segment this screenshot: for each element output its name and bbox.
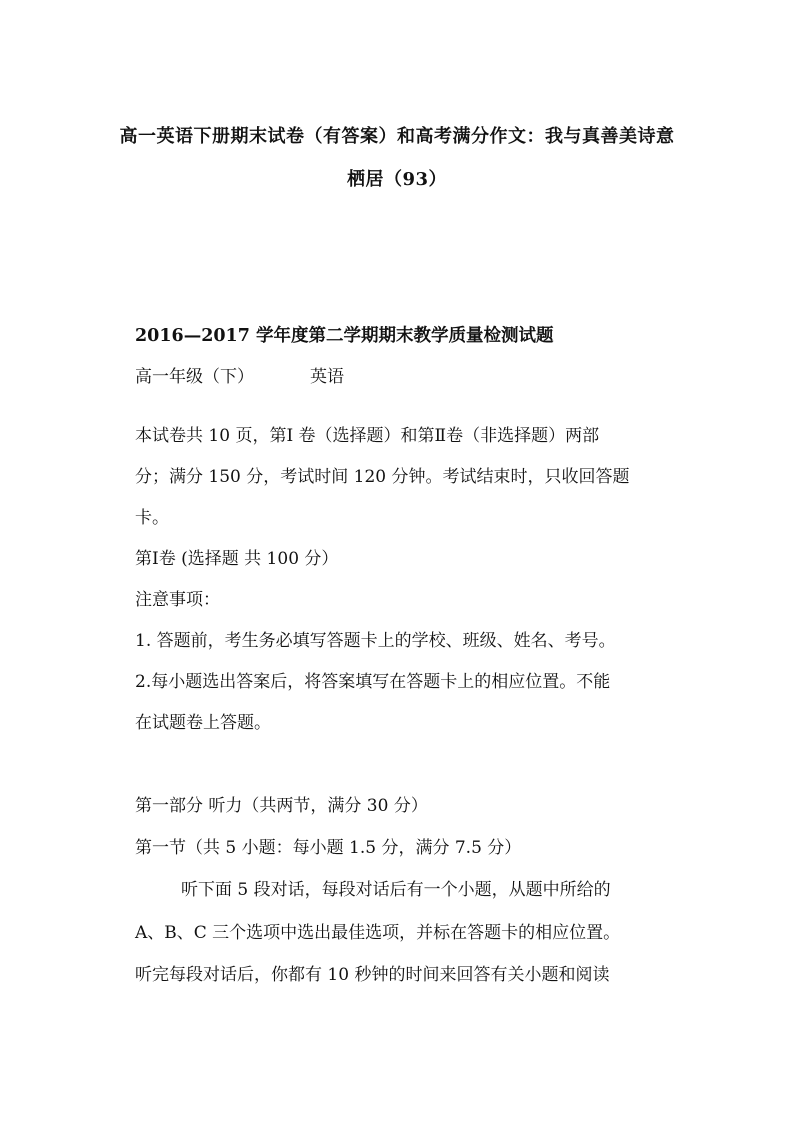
- part1-section1-heading: 第一节（共 5 小题：每小题 1.5 分，满分 7.5 分）: [135, 838, 522, 858]
- instruction-line-2: A、B、C 三个选项中选出最佳选项，并标在答题卡的相应位置。: [135, 923, 621, 943]
- notice-title: 注意事项：: [135, 590, 220, 610]
- instruction-line-1: 听下面 5 段对话，每段对话后有一个小题，从题中所给的: [181, 880, 611, 900]
- document-title-line-1: 高一英语下册期末试卷（有答案）和高考满分作文：我与真善美诗意: [119, 126, 675, 147]
- intro-line-2: 分；满分 150 分，考试时间 120 分钟。考试结束时，只收回答题: [135, 467, 630, 487]
- instruction-line-3: 听完每段对话后，你都有 10 秒钟的时间来回答有关小题和阅读: [135, 965, 610, 985]
- intro-line-1: 本试卷共 10 页，第Ⅰ 卷（选择题）和第Ⅱ卷（非选择题）两部: [135, 426, 600, 446]
- document-title-line-2: 栖居（93）: [346, 169, 448, 190]
- part1-heading: 第一部分 听力（共两节，满分 30 分）: [135, 796, 428, 816]
- notice-3: 在试题卷上答题。: [135, 713, 271, 733]
- grade-subject-line: [135, 366, 344, 388]
- subject-label: 英语: [310, 367, 344, 387]
- intro-line-3: 卡。: [135, 508, 169, 528]
- notice-2: 2.每小题选出答案后，将答案填写在答题卡上的相应位置。不能: [135, 672, 611, 692]
- grade-label: 高一年级（下）: [135, 367, 254, 387]
- notice-1: 1. 答题前，考生务必填写答题卡上的学校、班级、姓名、考号。: [135, 631, 616, 651]
- exam-heading: 2016—2017 学年度第二学期期末教学质量检测试题: [135, 326, 554, 346]
- section1-heading: 第Ⅰ卷 (选择题 共 100 分）: [135, 549, 339, 569]
